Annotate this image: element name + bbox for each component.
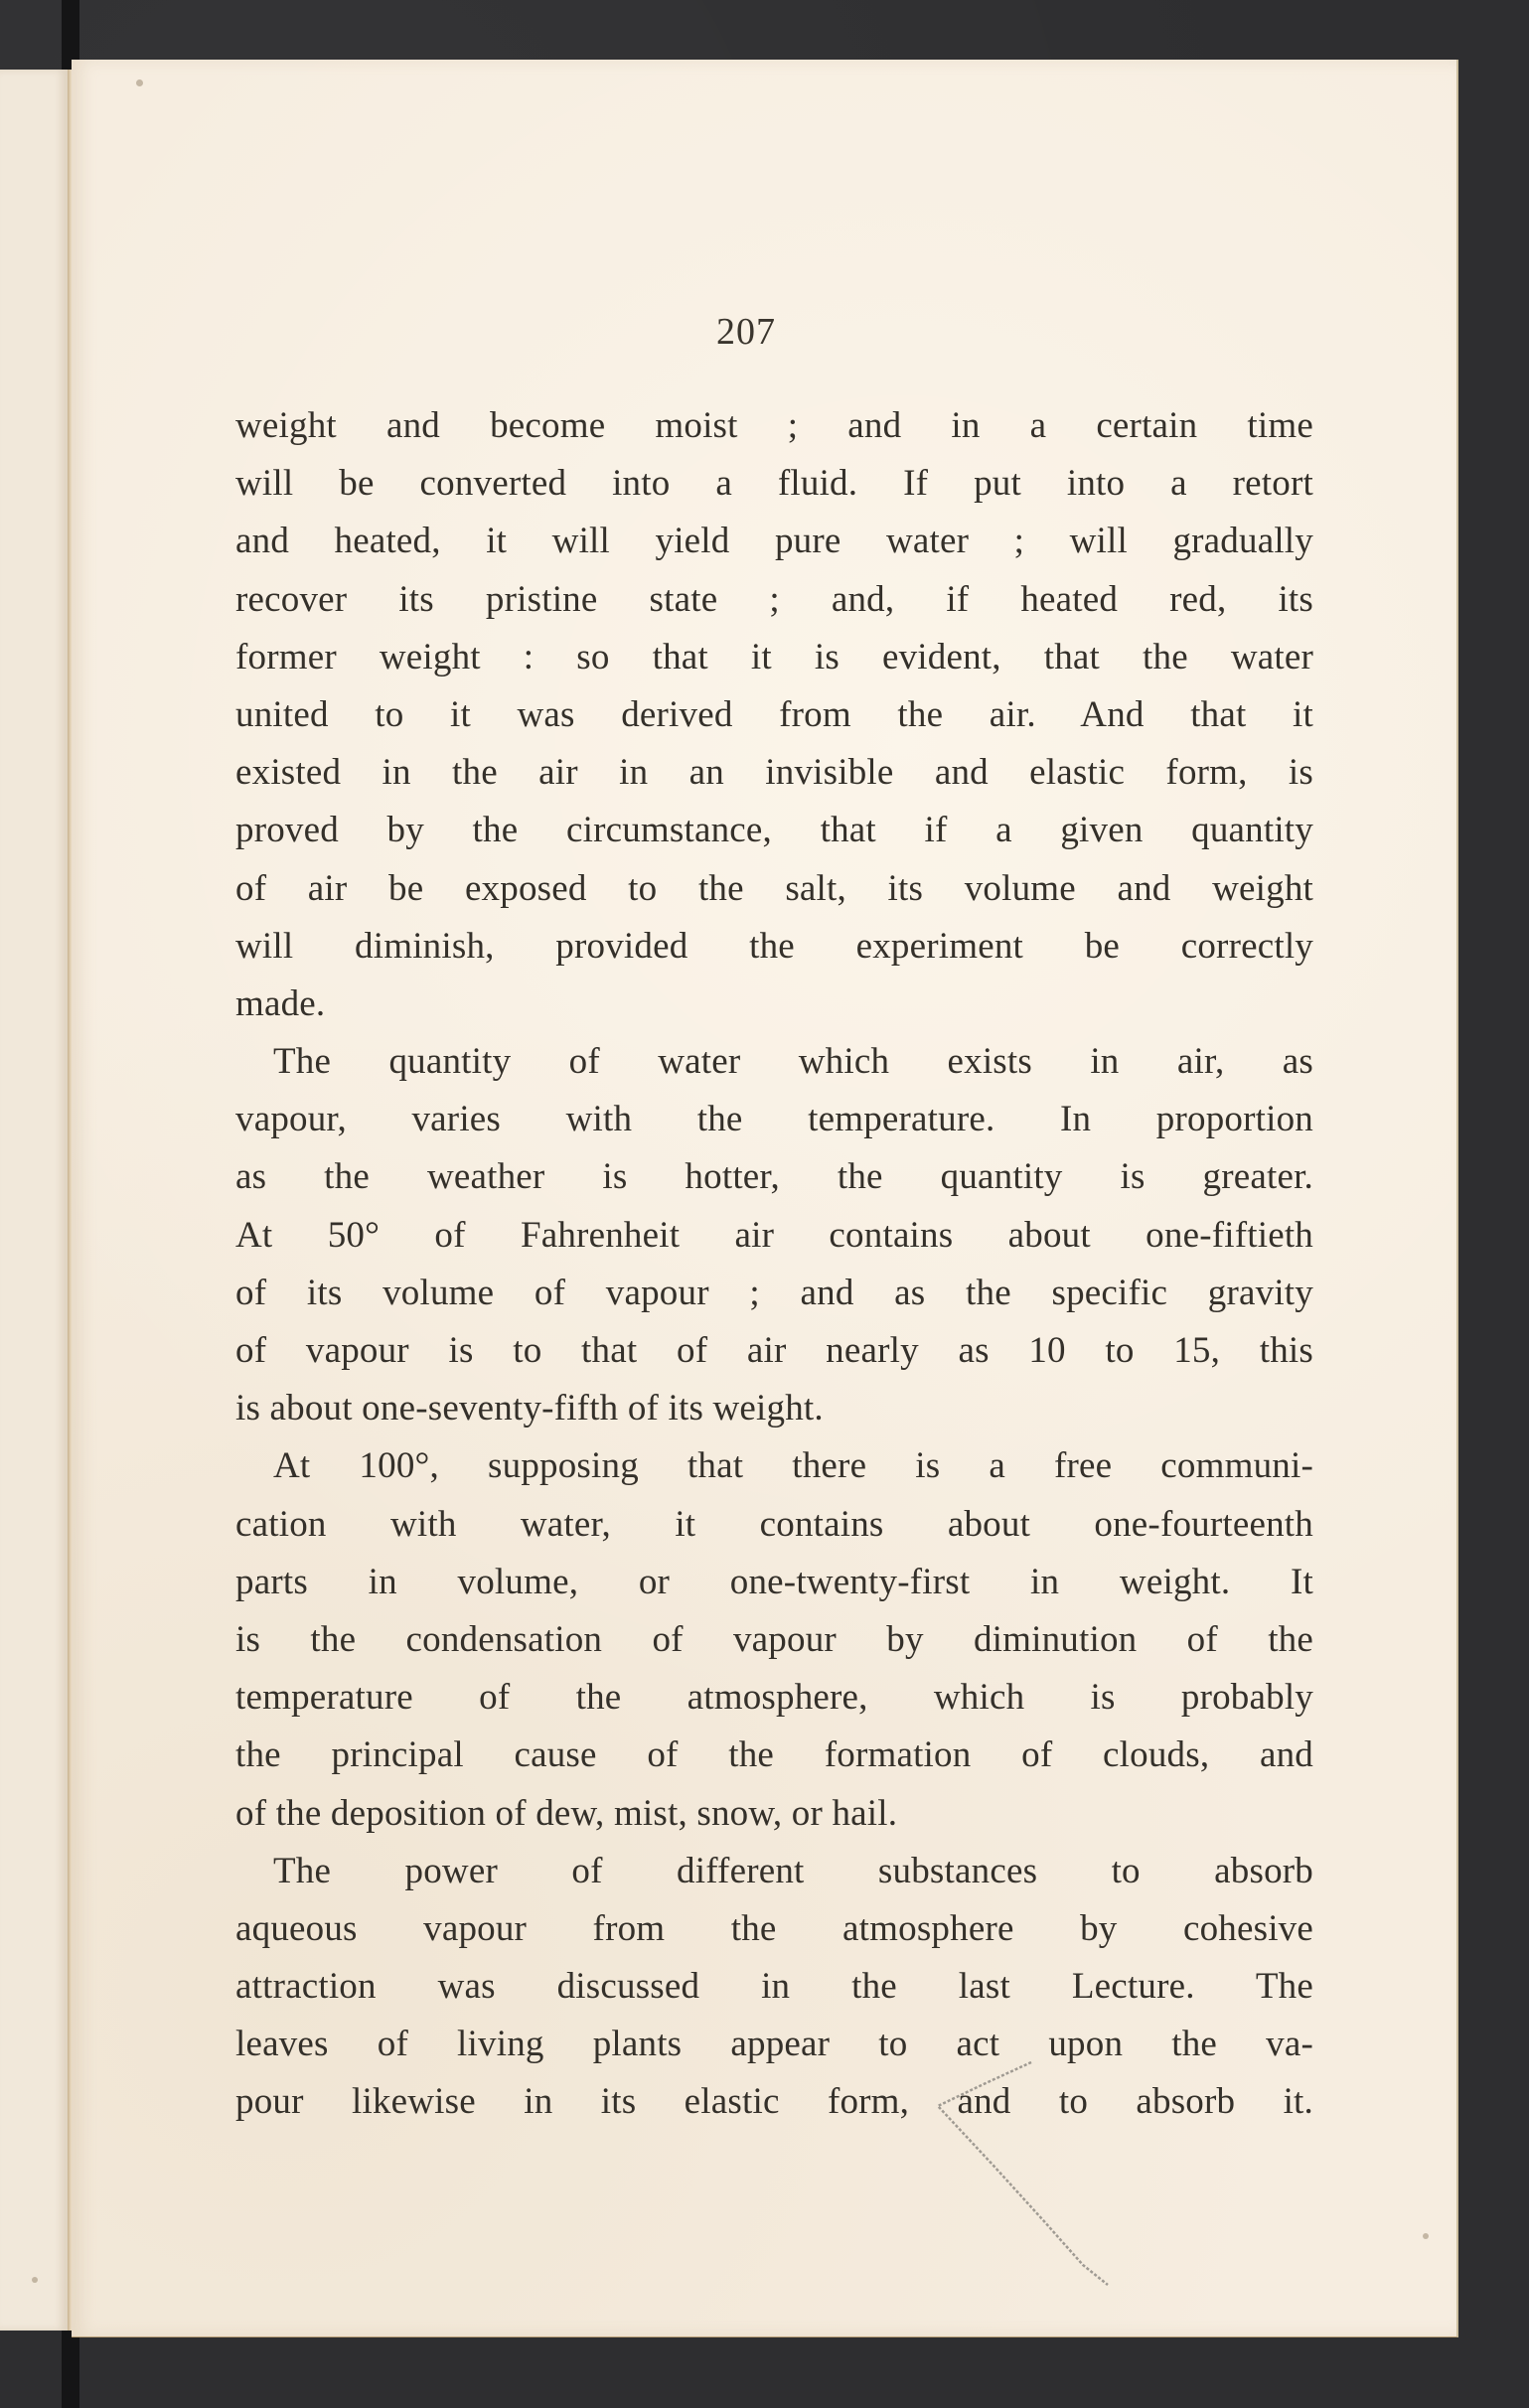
paragraph-start-line: At 100°, supposing that there is a free communi- [273,1445,1313,1487]
paragraph-start-line: The quantity of water which exists in air, as [273,1041,1313,1083]
text-line: will diminish, provided the experiment be correctly [235,925,1313,967]
paragraph-start-line: The power of different substances to absorb [273,1850,1313,1891]
text-line: united to it was derived from the air. And that it [235,693,1313,735]
text-line: proved by the circumstance, that if a given quantity [235,810,1313,851]
text-line: aqueous vapour from the atmosphere by cohesive [235,1907,1313,1949]
text-line: leaves of living plants appear to act upon the va- [235,2024,1313,2065]
text-line: will be converted into a fluid. If put into a retort [235,463,1313,505]
paper-speck [1423,2233,1429,2239]
book-page [72,60,1458,2337]
text-line: of vapour is to that of air nearly as 10 to 15, this [235,1330,1313,1371]
text-line: parts in volume, or one-twenty-first in weight. It [235,1561,1313,1602]
text-line: and heated, it will yield pure water ; will gradually [235,521,1313,562]
text-line: existed in the air in an invisible and elastic form, is [235,752,1313,794]
text-line: of its volume of vapour ; and as the specific gravity [235,1272,1313,1313]
text-line: of air be exposed to the salt, its volume and weight [235,867,1313,909]
text-line: the principal cause of the formation of clouds, and [235,1734,1313,1776]
paragraph-end-line: of the deposition of dew, mist, snow, or hail. [235,1792,898,1834]
text-line: pour likewise in its elastic form, and to absorb it. [235,2081,1313,2123]
paragraph-end-line: is about one-seventy-fifth of its weight. [235,1388,824,1430]
text-line: former weight : so that it is evident, that the water [235,636,1313,677]
previous-page-edge [0,70,68,2331]
page-body-text [235,397,1313,2132]
text-line: weight and become moist ; and in a certain time [235,405,1313,446]
paragraph-end-line: made. [235,982,326,1024]
text-line: temperature of the atmosphere, which is probably [235,1677,1313,1719]
text-line: vapour, varies with the temperature. In proportion [235,1099,1313,1140]
paper-speck [32,2277,38,2283]
text-line: as the weather is hotter, the quantity is greater. [235,1156,1313,1198]
text-line: recover its pristine state ; and, if heated red, its [235,578,1313,620]
text-line: At 50° of Fahrenheit air contains about one-fiftieth [235,1214,1313,1256]
page-number: 207 [716,311,776,353]
text-line: is the condensation of vapour by diminution of the [235,1618,1313,1660]
text-line: cation with water, it contains about one-fourteenth [235,1503,1313,1545]
text-line: attraction was discussed in the last Lecture. The [235,1966,1313,2008]
paper-speck [136,79,143,86]
